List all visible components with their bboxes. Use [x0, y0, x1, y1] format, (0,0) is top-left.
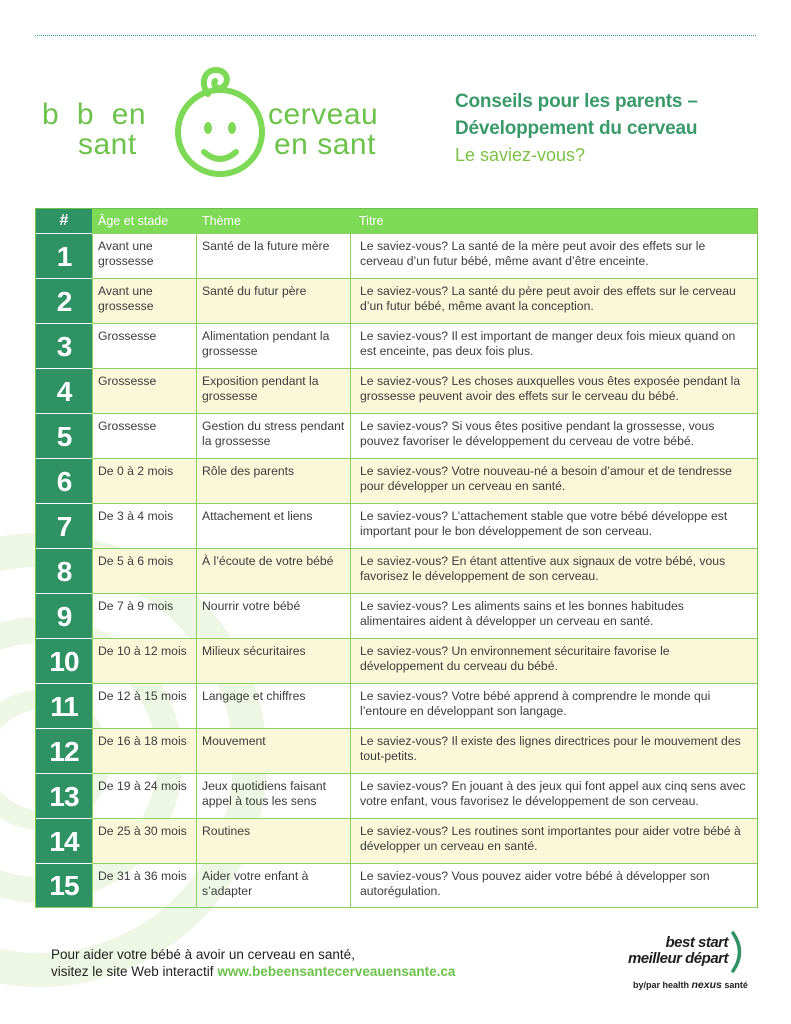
brand-by-prefix: by/par health — [633, 980, 692, 990]
row-age-stage: Avant une grossesse — [92, 234, 196, 278]
row-age-stage: De 31 à 36 mois — [92, 864, 196, 907]
row-theme: Alimentation pendant la grossesse — [196, 324, 350, 368]
footer-line-1: Pour aider votre bébé à avoir un cerveau en santé, — [51, 947, 355, 962]
row-theme: Rôle des parents — [196, 459, 350, 503]
row-age-stage: De 7 à 9 mois — [92, 594, 196, 638]
row-title: Le saviez-vous? Si vous êtes positive pendant la grossesse, vous pouvez favoriser le développement du cerveau de votre bébé. — [350, 414, 755, 458]
row-number: 5 — [36, 413, 92, 458]
table-row — [36, 413, 757, 458]
table-row — [36, 728, 757, 773]
row-age-stage: De 0 à 2 mois — [92, 459, 196, 503]
row-title: Le saviez-vous? Il existe des lignes directrices pour le mouvement des tout-petits. — [350, 729, 755, 773]
page-title-line-1: Conseils pour les parents – — [455, 91, 698, 112]
row-number: 9 — [36, 593, 92, 638]
table-row — [36, 863, 757, 908]
tips-table — [35, 208, 758, 908]
page-heading — [455, 88, 765, 167]
table-row — [36, 458, 757, 503]
footer-line-2 — [51, 963, 455, 980]
table-row — [36, 683, 757, 728]
row-age-stage: De 25 à 30 mois — [92, 819, 196, 863]
row-number: 14 — [36, 818, 92, 863]
row-age-stage: De 19 à 24 mois — [92, 774, 196, 818]
row-number: 8 — [36, 548, 92, 593]
row-age-stage: Grossesse — [92, 324, 196, 368]
row-theme: Aider votre enfant à s’adapter — [196, 864, 350, 907]
row-title: Le saviez-vous? Les choses auxquelles vous êtes exposée pendant la grossesse peuvent avoir des effets sur le cerveau du bébé. — [350, 369, 755, 413]
row-number: 6 — [36, 458, 92, 503]
header-title: Titre — [359, 214, 384, 228]
logo-text-bebe-en: b b en — [42, 98, 147, 131]
logo — [38, 64, 398, 184]
page-title-line-2: Développement du cerveau — [455, 118, 698, 139]
brand-health-nexus — [633, 979, 748, 991]
table-header-row — [36, 208, 757, 233]
table-body — [36, 233, 757, 908]
website-link[interactable]: www.bebeensantecerveauensante.ca — [217, 964, 456, 979]
row-age-stage: De 12 à 15 mois — [92, 684, 196, 728]
row-theme: Nourrir votre bébé — [196, 594, 350, 638]
row-title: Le saviez-vous? Votre nouveau-né a besoin d’amour et de tendresse pour développer un cerveau en santé. — [350, 459, 755, 503]
top-dotted-rule — [35, 35, 756, 36]
row-title: Le saviez-vous? Un environnement sécuritaire favorise le développement du cerveau du bébé. — [350, 639, 755, 683]
row-title: Le saviez-vous? La santé du père peut avoir des effets sur le cerveau d’un futur bébé, même avant la conception. — [350, 279, 755, 323]
row-title: Le saviez-vous? En jouant à des jeux qui font appel aux cinq sens avec votre enfant, vous favorisez le développement de son cerveau. — [350, 774, 755, 818]
row-number: 2 — [36, 278, 92, 323]
row-number: 12 — [36, 728, 92, 773]
row-number: 15 — [36, 863, 92, 907]
row-age-stage: Avant une grossesse — [92, 279, 196, 323]
page-subtitle: Le saviez-vous? — [455, 145, 586, 165]
row-number: 3 — [36, 323, 92, 368]
header-age: Âge et stade — [98, 214, 169, 228]
row-theme: Mouvement — [196, 729, 350, 773]
table-row — [36, 593, 757, 638]
row-age-stage: De 16 à 18 mois — [92, 729, 196, 773]
row-number: 10 — [36, 638, 92, 683]
row-number: 13 — [36, 773, 92, 818]
logo-text-cerveau: cerveau — [268, 98, 379, 131]
row-age-stage: De 3 à 4 mois — [92, 504, 196, 548]
table-row — [36, 818, 757, 863]
table-row — [36, 773, 757, 818]
row-theme: Exposition pendant la grossesse — [196, 369, 350, 413]
row-title: Le saviez-vous? La santé de la mère peut avoir des effets sur le cerveau d’un futur bébé, même avant d’être enceinte. — [350, 234, 755, 278]
row-number: 7 — [36, 503, 92, 548]
header-number: # — [36, 209, 92, 233]
table-row — [36, 278, 757, 323]
row-title: Le saviez-vous? En étant attentive aux signaux de votre bébé, vous favorisez le développement de son cerveau. — [350, 549, 755, 593]
row-number: 1 — [36, 233, 92, 278]
baby-face-logo-icon — [170, 64, 270, 180]
footer-text — [51, 946, 455, 980]
row-theme: Milieux sécuritaires — [196, 639, 350, 683]
row-age-stage: De 10 à 12 mois — [92, 639, 196, 683]
logo-text-en-sante: en sant — [274, 128, 376, 161]
row-age-stage: Grossesse — [92, 414, 196, 458]
table-row — [36, 323, 757, 368]
row-theme: Santé de la future mère — [196, 234, 350, 278]
brand-best-start: best start — [665, 934, 728, 951]
row-theme: Attachement et liens — [196, 504, 350, 548]
best-start-brand — [618, 931, 758, 1001]
row-age-stage: De 5 à 6 mois — [92, 549, 196, 593]
table-row — [36, 548, 757, 593]
brand-by-suffix: santé — [721, 980, 748, 990]
row-number: 11 — [36, 683, 92, 728]
table-row — [36, 368, 757, 413]
table-row — [36, 233, 757, 278]
row-title: Le saviez-vous? Votre bébé apprend à comprendre le monde qui l’entoure en développant son langage. — [350, 684, 755, 728]
row-title: Le saviez-vous? Les routines sont importantes pour aider votre bébé à développer un cerveau en santé. — [350, 819, 755, 863]
table-row — [36, 638, 757, 683]
row-theme: Jeux quotidiens faisant appel à tous les sens — [196, 774, 350, 818]
row-number: 4 — [36, 368, 92, 413]
row-theme: Santé du futur père — [196, 279, 350, 323]
brand-meilleur-depart: meilleur départ — [627, 950, 728, 967]
row-title: Le saviez-vous? Les aliments sains et les bonnes habitudes alimentaires aident à développer un cerveau en santé. — [350, 594, 755, 638]
nexus-logo-text: nexus — [691, 979, 722, 991]
row-title: Le saviez-vous? Vous pouvez aider votre bébé à développer son autorégulation. — [350, 864, 755, 907]
header-theme: Thème — [202, 214, 241, 228]
best-start-arc-icon — [730, 931, 746, 973]
row-theme: Langage et chiffres — [196, 684, 350, 728]
row-title: Le saviez-vous? L’attachement stable que votre bébé développe est important pour le bon développement de son cerveau. — [350, 504, 755, 548]
row-age-stage: Grossesse — [92, 369, 196, 413]
row-theme: À l’écoute de votre bébé — [196, 549, 350, 593]
row-title: Le saviez-vous? Il est important de manger deux fois mieux quand on est enceinte, pas deux fois plus. — [350, 324, 755, 368]
footer-line-2-prefix: visitez le site Web interactif — [51, 964, 218, 979]
row-theme: Routines — [196, 819, 350, 863]
row-theme: Gestion du stress pendant la grossesse — [196, 414, 350, 458]
table-row — [36, 503, 757, 548]
logo-text-sante: sant — [78, 128, 137, 161]
